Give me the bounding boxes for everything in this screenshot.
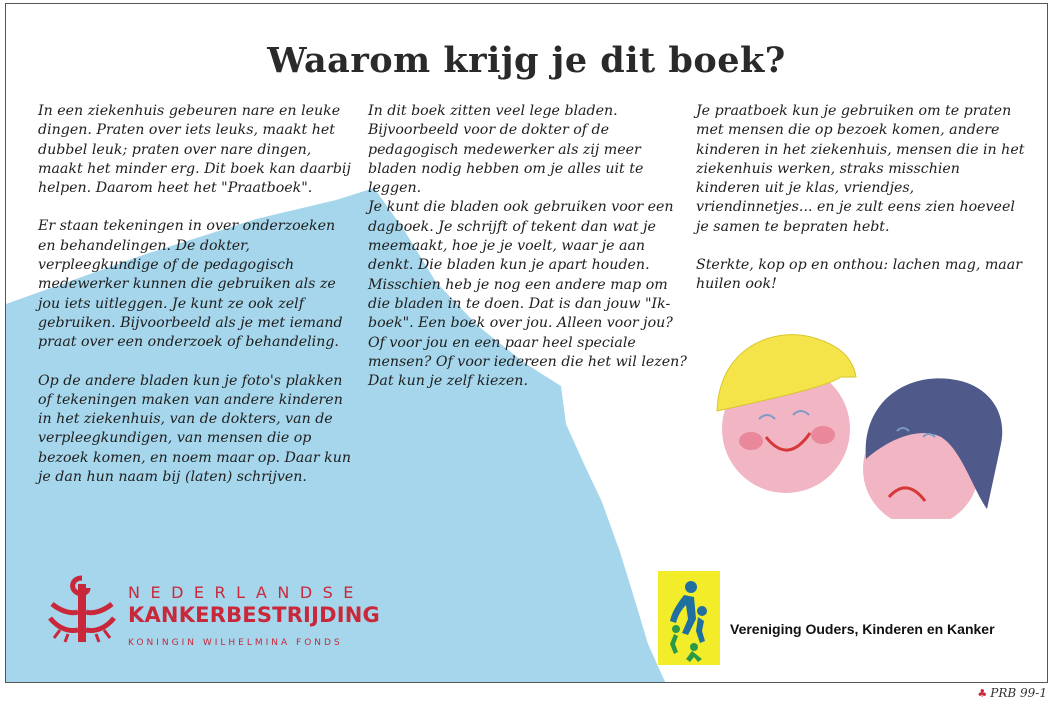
happy-child-icon <box>717 335 856 493</box>
paragraph: Je kunt die bladen ook gebruiken voor een dagboek. Je schrijft of tekent dan wat je meemaakt, hoe je je voelt, waar je aan denkt. Die bladen kun je apart houden. Misschien heb je nog een andere map om die bladen in te doen. Dat is dan jouw "Ik-boek". Een boek over jou. Alleen voor jou? Of voor jou en een paar heel speciale mensen? Of voor iedereen die het wil lezen? Dat kun je zelf kiezen. <box>368 199 687 390</box>
paragraph: Je praatboek kun je gebruiken om te praten met mensen die op bezoek komen, andere kinderen in het ziekenhuis, mensen die in het ziekenhuis werken, straks misschien kinderen uit je klas, vriendjes, vriendinnetjes... en je zult eens zien hoeveel je samen te bepraten hebt. <box>696 103 1025 235</box>
text-column-1 <box>38 102 356 506</box>
kwf-emblem-icon <box>46 574 118 646</box>
text-column-3 <box>696 102 1026 314</box>
kwf-logo-line1: NEDERLANDSE <box>128 583 364 602</box>
vokk-logo-box <box>658 571 720 665</box>
kwf-logo-line3: KONINGIN WILHELMINA FONDS <box>128 638 343 648</box>
page-title: Waarom krijg je dit boek? <box>267 40 786 81</box>
footer-code-text: PRB 99-1 <box>990 686 1047 700</box>
footer-code <box>977 686 1047 700</box>
paragraph: Sterkte, kop op en onthou: lachen mag, maar huilen ook! <box>696 257 1022 293</box>
page-frame <box>5 3 1048 683</box>
paragraph: In een ziekenhuis gebeuren nare en leuke dingen. Praten over iets leuks, maakt het dubbel leuk; praten over nare dingen, maakt het minder erg. Dit boek kan daarbij helpen. Daarom heet het "Praatboek". <box>38 103 351 197</box>
paragraph: Er staan tekeningen in over onderzoeken en behandelingen. De dokter, verpleegkundige of de pedagogisch medewerker kunnen die gebruiken als ze jou iets uitleggen. Je kunt ze ook zelf gebruiken. Bijvoorbeeld als je met iemand praat over een onderzoek of behandeling. <box>38 218 343 351</box>
vokk-logo-name: Vereniging Ouders, Kinderen en Kanker <box>730 621 995 637</box>
text-column-2 <box>368 102 688 410</box>
children-illustration <box>711 319 1011 519</box>
vokk-figures-icon <box>658 571 720 665</box>
paragraph: Op de andere bladen kun je foto's plakken of tekeningen maken van andere kinderen in het ziekenhuis, van de dokters, van de verpleegkundigen, van mensen die op bezoek komen, en noem maar op. Daar kun je dan hun naam bij (laten) schrijven. <box>38 372 351 486</box>
kwf-small-mark-icon: ♣ <box>977 687 988 700</box>
kwf-logo-line2: KANKERBESTRIJDING <box>128 603 380 627</box>
sad-child-icon <box>863 378 1002 519</box>
paragraph: In dit boek zitten veel lege bladen. Bijvoorbeeld voor de dokter of de pedagogisch medewerker als zij meer bladen nodig hebben om je alles uit te leggen. <box>368 103 644 197</box>
